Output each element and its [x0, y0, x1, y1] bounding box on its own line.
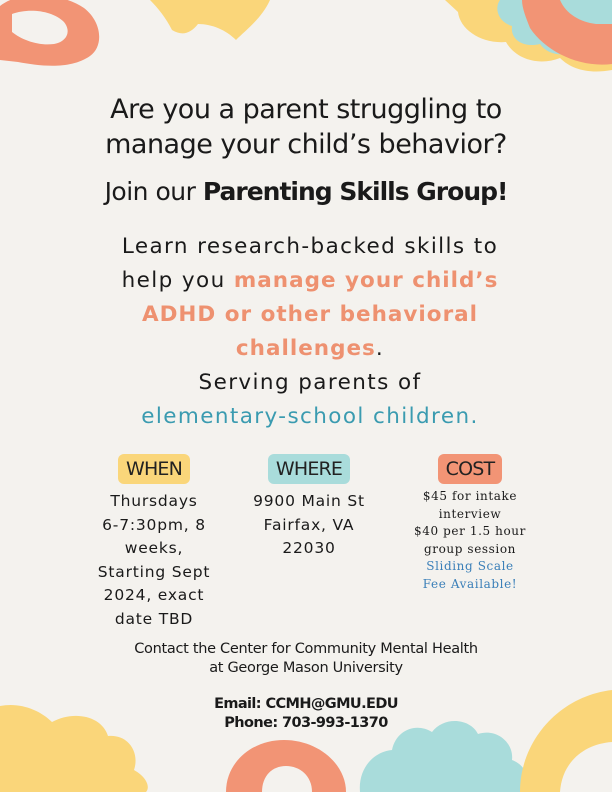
- lead-line-5: Serving parents of: [198, 370, 422, 395]
- join-prefix: Join our: [104, 177, 203, 206]
- cost-line: $45 for intake: [422, 489, 518, 503]
- when-line: Thursdays: [110, 492, 198, 510]
- lead-line-1: Learn research-backed skills to: [121, 234, 499, 259]
- where-column: [234, 454, 384, 561]
- sliding-scale-line: Sliding Scale: [426, 559, 514, 573]
- lead-line-2: [60, 264, 560, 298]
- headline-question: [0, 92, 612, 162]
- when-line: 6-7:30pm, 8: [102, 515, 206, 534]
- when-label: WHEN: [118, 454, 190, 484]
- join-headline: [0, 176, 612, 208]
- where-line: 22030: [282, 539, 336, 557]
- cost-details: [400, 488, 540, 593]
- where-label: WHERE: [268, 454, 350, 484]
- contact-block: [0, 640, 612, 678]
- where-line: 9900 Main St: [253, 492, 365, 510]
- bottom-teal-cloud-shape: [360, 721, 529, 792]
- headline-line-2: manage your child’s behavior?: [105, 129, 507, 160]
- lead-line-4: [60, 332, 560, 366]
- when-line: 2024, exact: [103, 586, 205, 604]
- cost-line: group session: [423, 541, 517, 556]
- contact-line-1: Contact the Center for Community Mental Health: [134, 641, 478, 657]
- cost-line: interview: [438, 506, 502, 521]
- lead-audience: elementary-school children.: [141, 404, 479, 429]
- contact-line-2: at George Mason University: [209, 660, 403, 676]
- cost-label: COST: [438, 454, 503, 484]
- when-details: [80, 490, 228, 631]
- lead-period: .: [375, 336, 385, 361]
- when-column: [80, 454, 228, 631]
- lead-paragraph: [60, 230, 560, 434]
- yellow-star-shape: [150, 0, 270, 40]
- when-line: date TBD: [114, 609, 194, 628]
- lead-highlight-2: ADHD or other behavioral: [141, 302, 479, 327]
- sliding-scale-line: Fee Available!: [422, 576, 518, 591]
- headline-line-1: Are you a parent struggling to: [110, 94, 502, 125]
- where-line: Fairfax, VA: [263, 515, 355, 534]
- group-name: Parenting Skills Group!: [202, 177, 508, 206]
- cost-line: $40 per 1.5 hour: [414, 524, 526, 538]
- when-line: weeks,: [124, 539, 184, 557]
- where-details: [234, 490, 384, 561]
- phone-text: Phone: 703-993-1370: [224, 715, 388, 731]
- lead-line-2-prefix: help you: [121, 268, 234, 293]
- lead-highlight-1: manage your child’s: [233, 268, 499, 293]
- when-line: Starting Sept: [97, 562, 211, 581]
- lead-highlight-3: challenges: [235, 336, 376, 361]
- cost-column: [400, 454, 540, 593]
- email-text: Email: CCMH@GMU.EDU: [214, 696, 398, 712]
